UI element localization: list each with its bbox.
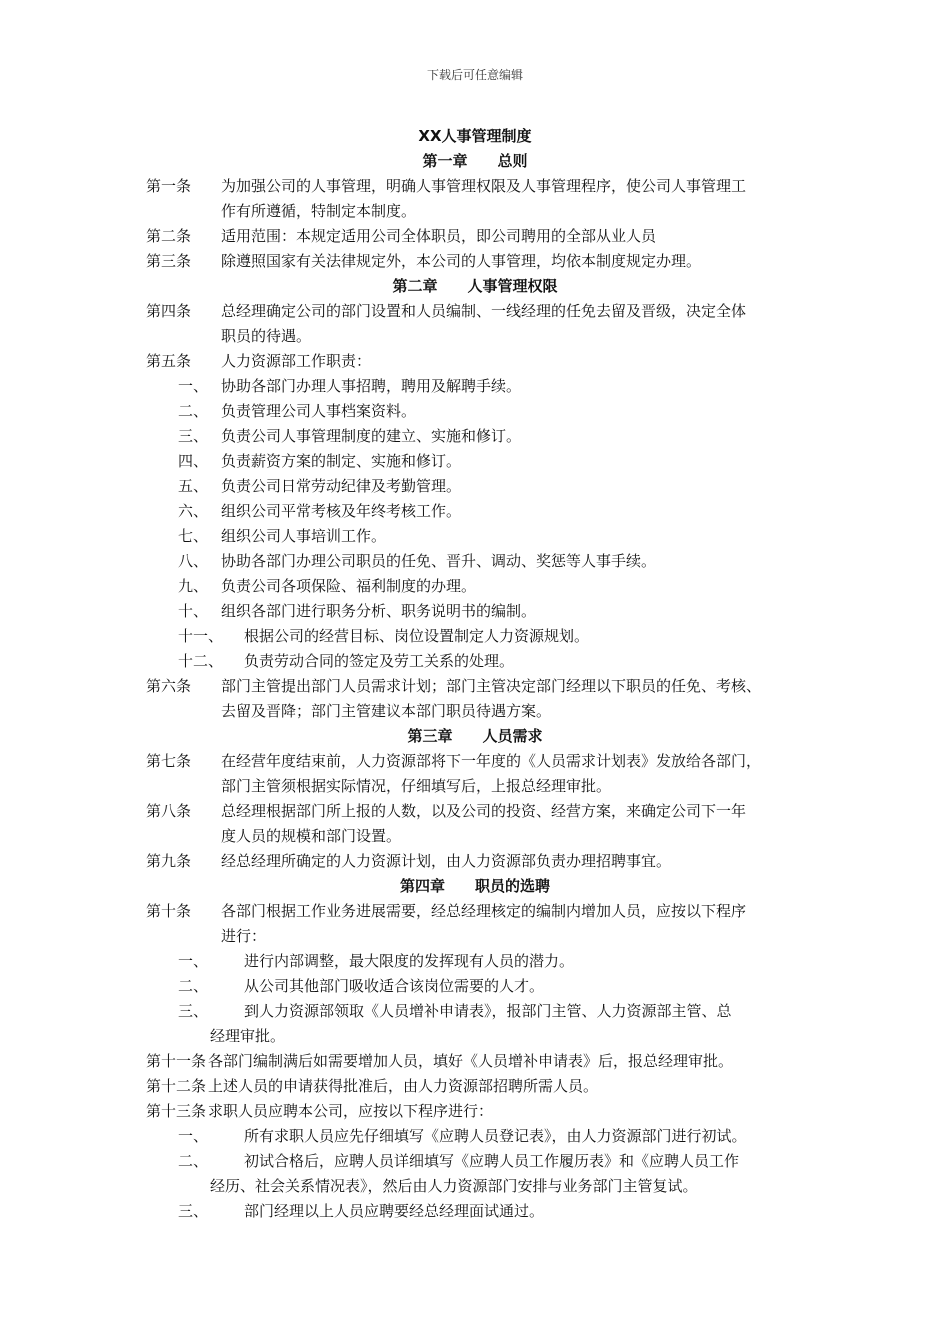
item-number: 五、 (178, 477, 209, 495)
item-number: 十一、 (178, 627, 224, 645)
article-line (0, 1099, 950, 1124)
item-text: 去留及晋降；部门主管建议本部门职员待遇方案。 (221, 702, 552, 720)
list-item (0, 1199, 950, 1224)
article-line (0, 899, 950, 924)
list-item (0, 649, 950, 674)
item-text: 度人员的规模和部门设置。 (221, 827, 402, 845)
item-text: 在经营年度结束前，人力资源部将下一年度的《人员需求计划表》发放给各部门， (221, 752, 762, 770)
continuation-line (0, 774, 950, 799)
continuation-line (0, 1174, 950, 1199)
list-item (0, 974, 950, 999)
continuation-line (0, 324, 950, 349)
continuation-line (0, 199, 950, 224)
page-header: 下载后可任意编辑 (426, 68, 523, 82)
list-item (0, 374, 950, 399)
item-number: 第五条 (146, 352, 192, 370)
document-body (0, 124, 950, 1224)
article-line (0, 799, 950, 824)
item-text: 部门主管须根据实际情况，仔细填写后，上报总经理审批。 (221, 777, 612, 795)
list-item (0, 424, 950, 449)
list-item (0, 449, 950, 474)
item-text: 组织公司平常考核及年终考核工作。 (221, 502, 462, 520)
list-item (0, 399, 950, 424)
item-number: 二、 (178, 977, 209, 995)
item-text: 所有求职人员应先仔细填写《应聘人员登记表》，由人力资源部门进行初试。 (244, 1127, 747, 1145)
list-item (0, 499, 950, 524)
list-item (0, 1124, 950, 1149)
item-text: 负责劳动合同的签定及劳工关系的处理。 (244, 652, 515, 670)
item-number: 九、 (178, 577, 209, 595)
item-number: 七、 (178, 527, 209, 545)
article-line (0, 299, 950, 324)
article-line (0, 749, 950, 774)
article-line (0, 349, 950, 374)
item-number: 二、 (178, 402, 209, 420)
list-item (0, 549, 950, 574)
item-number: 第十条 (146, 902, 192, 920)
item-text: 总经理根据部门所上报的人数，以及公司的投资、经营方案，来确定公司下一年 (221, 802, 747, 820)
item-text: 负责公司各项保险、福利制度的办理。 (221, 577, 477, 595)
article-line (0, 249, 950, 274)
item-number: 十二、 (178, 652, 224, 670)
item-number: 六、 (178, 502, 209, 520)
item-text: 为加强公司的人事管理，明确人事管理权限及人事管理程序，使公司人事管理工 (221, 177, 747, 195)
list-item (0, 524, 950, 549)
item-text: 协助各部门办理公司职员的任免、晋升、调动、奖惩等人事手续。 (221, 552, 657, 570)
item-text: 初试合格后，应聘人员详细填写《应聘人员工作履历表》和《应聘人员工作 (244, 1152, 740, 1170)
article-line (0, 674, 950, 699)
item-text: 负责薪资方案的制定、实施和修订。 (221, 452, 462, 470)
item-text: 负责公司人事管理制度的建立、实施和修订。 (221, 427, 522, 445)
item-number: 第十三条 (146, 1102, 207, 1120)
item-number: 三、 (178, 1002, 209, 1020)
item-text: 部门经理以上人员应聘要经总经理面试通过。 (244, 1202, 545, 1220)
item-number: 第三条 (146, 252, 192, 270)
item-text: 作有所遵循，特制定本制度。 (221, 202, 417, 220)
section-heading: 第二章 人事管理权限 (392, 277, 558, 295)
item-text: 适用范围：本规定适用公司全体职员，即公司聘用的全部从业人员 (221, 227, 657, 245)
item-text: 进行： (221, 927, 267, 945)
item-number: 二、 (178, 1152, 209, 1170)
item-text: 经总经理所确定的人力资源计划，由人力资源部负责办理招聘事宜。 (221, 852, 672, 870)
item-number: 第十一条 (146, 1052, 207, 1070)
item-text: 求职人员应聘本公司，应按以下程序进行： (208, 1102, 494, 1120)
continuation-line (0, 824, 950, 849)
item-text: 各部门根据工作业务进展需要，经总经理核定的编制内增加人员，应按以下程序 (221, 902, 747, 920)
item-text: 进行内部调整，最大限度的发挥现有人员的潜力。 (244, 952, 575, 970)
item-number: 第七条 (146, 752, 192, 770)
list-item (0, 599, 950, 624)
list-item (0, 949, 950, 974)
section-heading: 第一章 总则 (422, 152, 528, 170)
article-line (0, 1049, 950, 1074)
section-heading: XX人事管理制度 (418, 127, 532, 145)
article-line (0, 224, 950, 249)
item-number: 一、 (178, 1127, 209, 1145)
item-text: 人力资源部工作职责： (221, 352, 372, 370)
item-number: 一、 (178, 952, 209, 970)
item-number: 第四条 (146, 302, 192, 320)
item-text: 协助各部门办理人事招聘，聘用及解聘手续。 (221, 377, 522, 395)
item-text: 根据公司的经营目标、岗位设置制定人力资源规划。 (244, 627, 590, 645)
item-number: 第八条 (146, 802, 192, 820)
item-text: 到人力资源部领取《人员增补申请表》，报部门主管、人力资源部主管、总 (244, 1002, 732, 1020)
continuation-line (0, 699, 950, 724)
item-text: 经理审批。 (210, 1027, 286, 1045)
item-text: 总经理确定公司的部门设置和人员编制、一线经理的任免去留及晋级，决定全体 (221, 302, 747, 320)
list-item (0, 574, 950, 599)
item-text: 负责公司日常劳动纪律及考勤管理。 (221, 477, 462, 495)
item-text: 上述人员的申请获得批准后，由人力资源部招聘所需人员。 (208, 1077, 599, 1095)
item-number: 第六条 (146, 677, 192, 695)
item-number: 第二条 (146, 227, 192, 245)
item-text: 组织各部门进行职务分析、职务说明书的编制。 (221, 602, 537, 620)
item-number: 一、 (178, 377, 209, 395)
article-line (0, 849, 950, 874)
article-line (0, 174, 950, 199)
item-text: 从公司其他部门吸收适合该岗位需要的人才。 (244, 977, 545, 995)
list-item (0, 474, 950, 499)
item-number: 八、 (178, 552, 209, 570)
item-text: 负责管理公司人事档案资料。 (221, 402, 417, 420)
article-line (0, 1074, 950, 1099)
item-number: 三、 (178, 427, 209, 445)
continuation-line (0, 924, 950, 949)
item-text: 各部门编制满后如需要增加人员，填好《人员增补申请表》后，报总经理审批。 (208, 1052, 734, 1070)
item-number: 第十二条 (146, 1077, 207, 1095)
item-number: 第九条 (146, 852, 192, 870)
item-number: 四、 (178, 452, 209, 470)
continuation-line (0, 1024, 950, 1049)
list-item (0, 1149, 950, 1174)
item-number: 第一条 (146, 177, 192, 195)
item-text: 经历、社会关系情况表》，然后由人力资源部门安排与业务部门主管复试。 (210, 1177, 698, 1195)
item-text: 职员的待遇。 (221, 327, 312, 345)
item-text: 组织公司人事培训工作。 (221, 527, 387, 545)
item-number: 十、 (178, 602, 209, 620)
section-heading: 第三章 人员需求 (407, 727, 543, 745)
list-item (0, 999, 950, 1024)
item-text: 除遵照国家有关法律规定外，本公司的人事管理，均依本制度规定办理。 (221, 252, 702, 270)
item-number: 三、 (178, 1202, 209, 1220)
section-heading: 第四章 职员的选聘 (399, 877, 550, 895)
list-item (0, 624, 950, 649)
item-text: 部门主管提出部门人员需求计划；部门主管决定部门经理以下职员的任免、考核、 (221, 677, 762, 695)
